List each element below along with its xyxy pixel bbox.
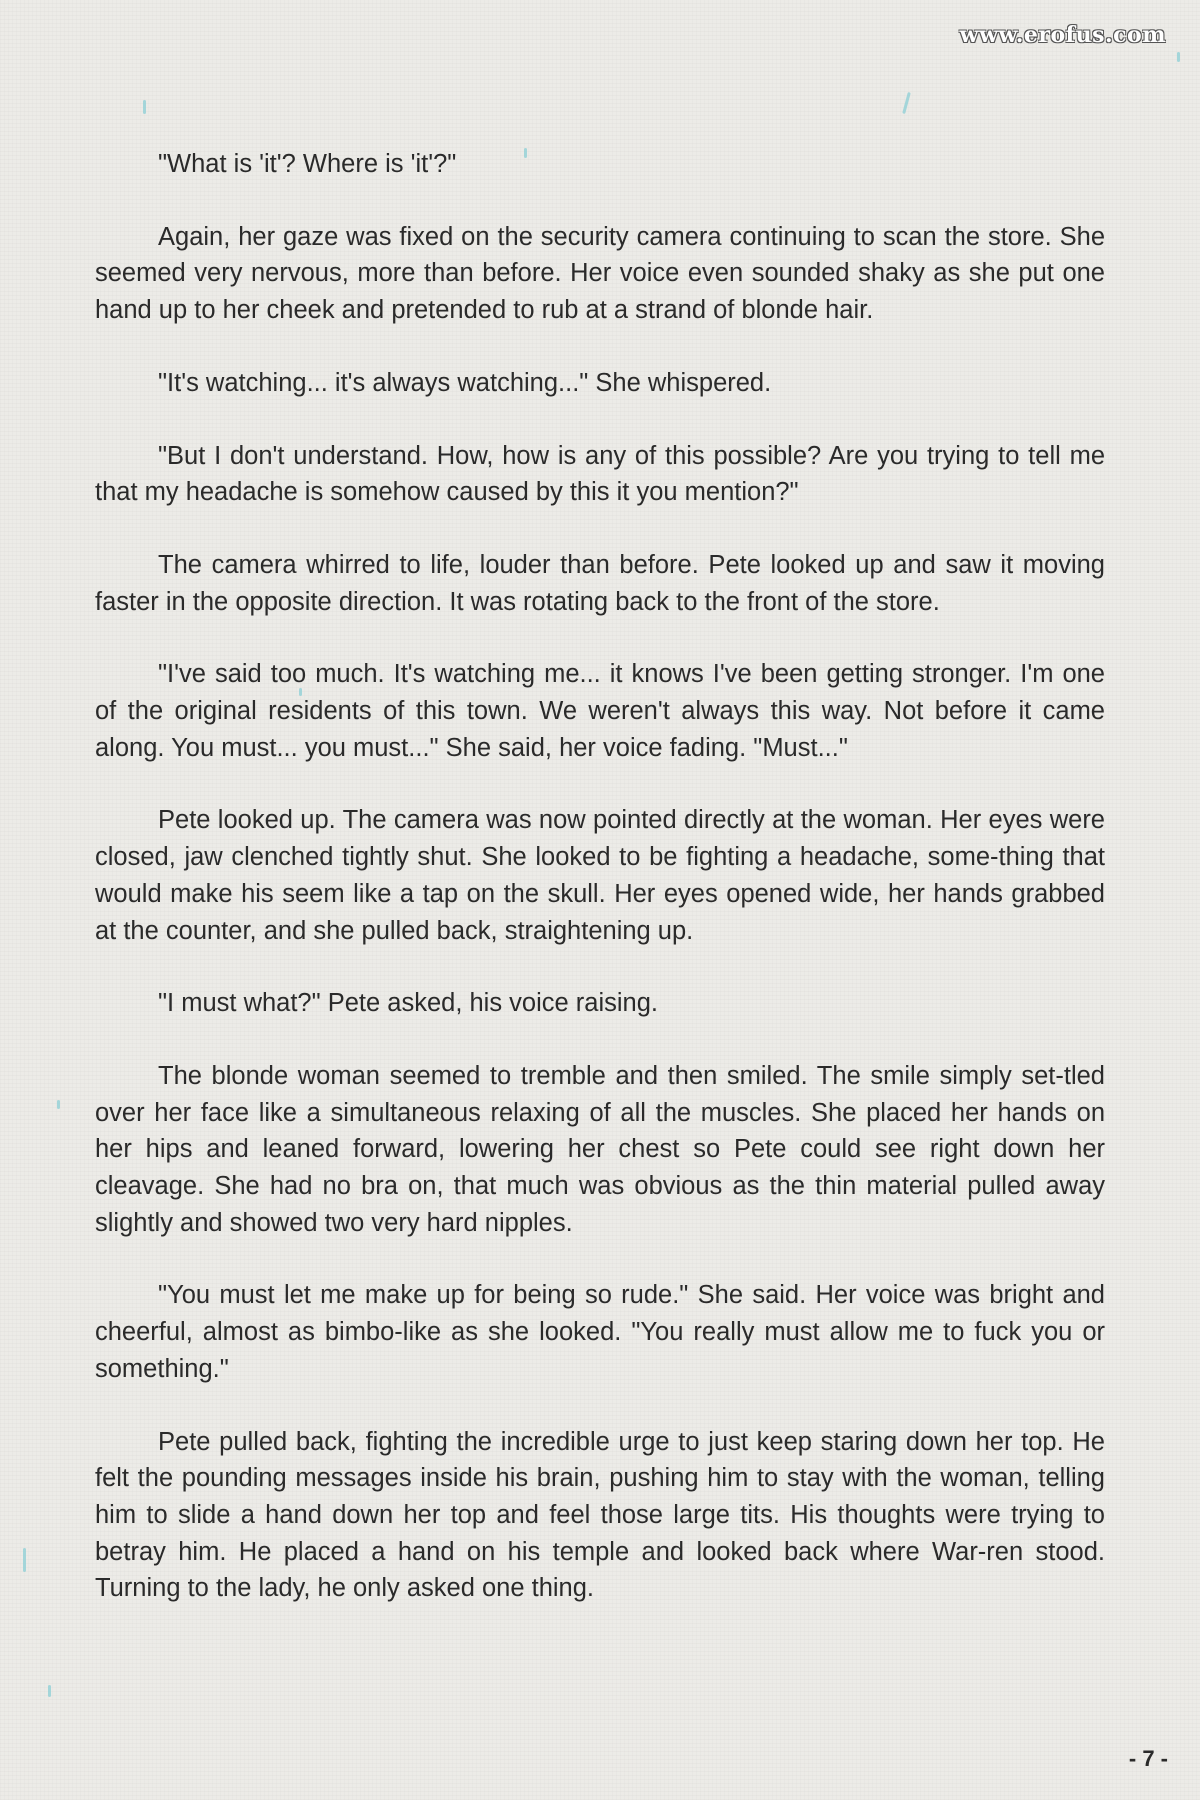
paragraph: "I must what?" Pete asked, his voice raising. (158, 989, 659, 1018)
paragraph: "But I don't understand. How, how is any of this possible? Are you trying to tell me that my headache is somehow caused by this it you mention?" (95, 441, 1105, 507)
paper-speck (57, 1100, 60, 1109)
paragraph: "What is 'it'? Where is 'it'?" (158, 150, 457, 178)
paragraph: "You must let me make up for being so rude." She said. Her voice was bright and cheerful, almost as bimbo-like as she looked. "You really must allow me to fuck you or something." (95, 1281, 1105, 1383)
page-number: - 7 - (1128, 1746, 1168, 1771)
paper-speck (143, 100, 146, 114)
paper-speck (902, 92, 911, 114)
paper-speck (1177, 52, 1180, 62)
watermark: www.erofus.com (959, 22, 1166, 48)
paragraph: Pete pulled back, fighting the incredible urge to just keep staring down her top. He felt the pounding messages inside his brain, pushing him to stay with the woman, telling him to slide a hand down her top and feel those large tits. His thoughts were trying to betray him. He placed a hand on his temple and looked back where War-ren stood. Turning to the lady, he only asked one thing. (95, 1427, 1105, 1603)
paper-speck (48, 1685, 51, 1697)
paragraph: Again, her gaze was fixed on the security camera continuing to scan the store. She seemed very nervous, more than before. Her voice even sounded shaky as she put one hand up to her cheek and pretended to rub at a strand of blonde hair. (95, 222, 1105, 325)
paragraph: The camera whirred to life, louder than before. Pete looked up and saw it moving faster in the opposite direction. It was rotating back to the front of the store. (95, 550, 1105, 616)
paragraph: "I've said too much. It's watching me... it knows I've been getting stronger. I'm one of the original residents of this town. We weren't always this way. Not before it came along. You must... you must..." She said, her voice fading. "Must..." (95, 660, 1105, 762)
paper-speck (23, 1548, 26, 1572)
story-text (95, 146, 1105, 1607)
paragraph: The blonde woman seemed to tremble and then smiled. The smile simply set-tled over her face like a simultaneous relaxing of all the muscles. She placed her hands on her hips and leaned forward, lowering her chest so Pete could see right down her cleavage. She had no bra on, that much was obvious as the thin material pulled away slightly and showed two very hard nipples. (95, 1061, 1105, 1237)
paragraph: Pete looked up. The camera was now pointed directly at the woman. Her eyes were closed, jaw clenched tightly shut. She looked to be fighting a headache, some-thing that would make his seem like a tap on the skull. Her eyes opened wide, her hands grabbed at the counter, and she pulled back, straightening up. (95, 806, 1105, 945)
paragraph: "It's watching... it's always watching..." She whispered. (158, 368, 772, 397)
